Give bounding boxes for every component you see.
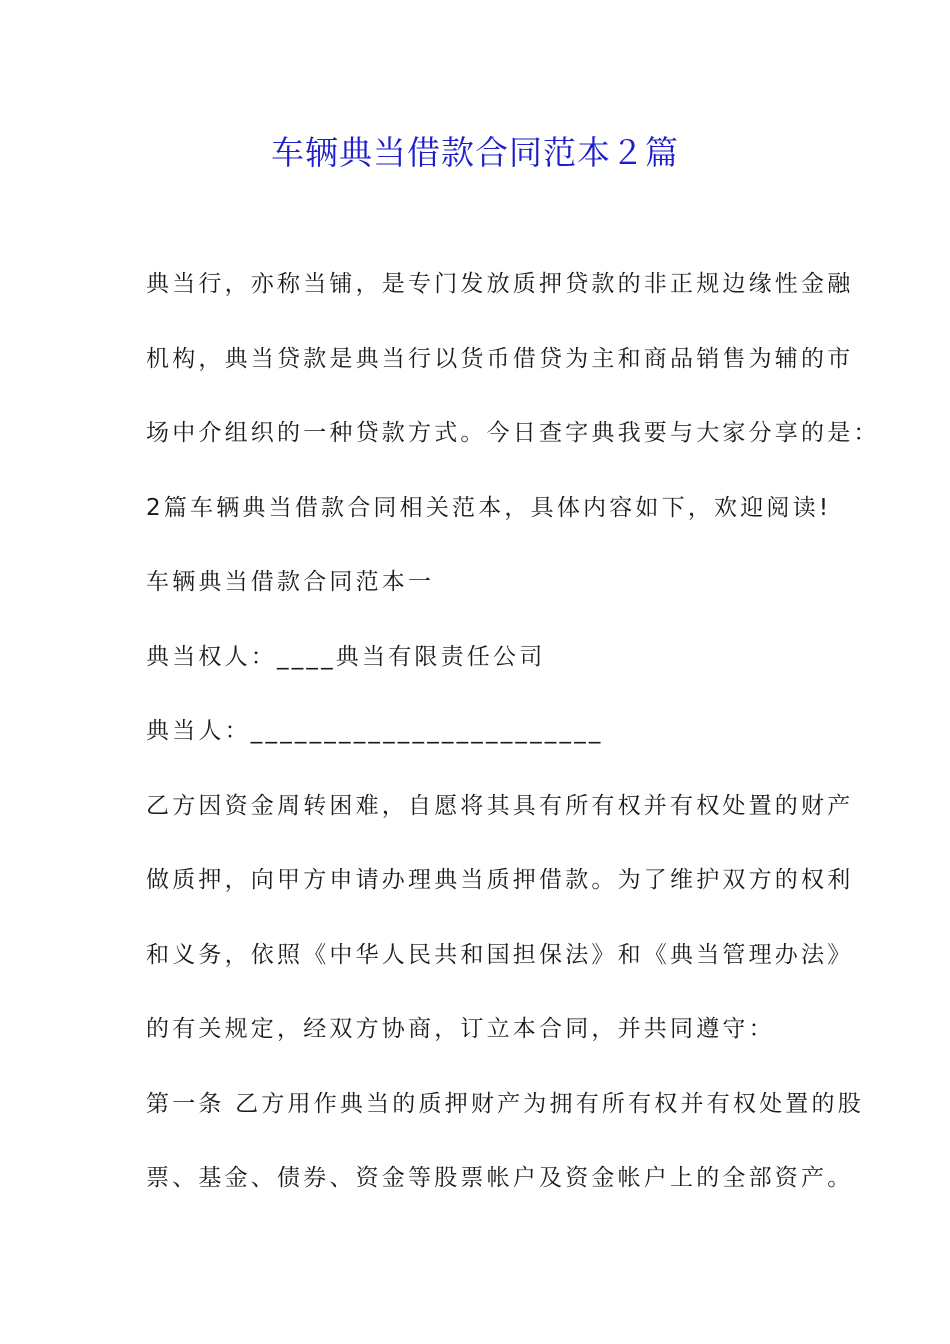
article-line: 第一条 乙方用作典当的质押财产为拥有所有权并有权处置的股 xyxy=(146,1090,864,1117)
paragraph-line: 做质押，向甲方申请办理典当质押借款。为了维护双方的权利 xyxy=(146,867,854,893)
paragraph-line: 乙方因资金周转困难，自愿将其具有所有权并有权处置的财产 xyxy=(146,792,854,819)
paragraph-line: 典当行，亦称当铺，是专门发放质押贷款的非正规边缘性金融 xyxy=(146,271,854,297)
paragraph-line: 场中介组织的一种贷款方式。今日查字典我要与大家分享的是： xyxy=(146,420,880,446)
document-body xyxy=(146,264,880,1233)
paragraph-line: 2篇车辆典当借款合同相关范本，具体内容如下，欢迎阅读! xyxy=(146,494,832,521)
paragraph-line: 的有关规定，经双方协商，订立本合同，并共同遵守： xyxy=(146,1016,775,1042)
paragraph-line: 和义务，依照《中华人民共和国担保法》和《典当管理办法》 xyxy=(146,941,854,968)
article-line: 票、基金、债券、资金等股票帐户及资金帐户上的全部资产。 xyxy=(146,1165,854,1191)
pawner-line: 典当人：________________________ xyxy=(146,718,604,744)
pawnbroker-line: 典当权人：____典当有限责任公司 xyxy=(146,643,546,670)
document-title: 车辆典当借款合同范本２篇 xyxy=(271,133,679,172)
paragraph-line: 机构，典当贷款是典当行以货币借贷为主和商品销售为辅的市 xyxy=(146,345,854,372)
section-heading: 车辆典当借款合同范本一 xyxy=(146,569,435,595)
